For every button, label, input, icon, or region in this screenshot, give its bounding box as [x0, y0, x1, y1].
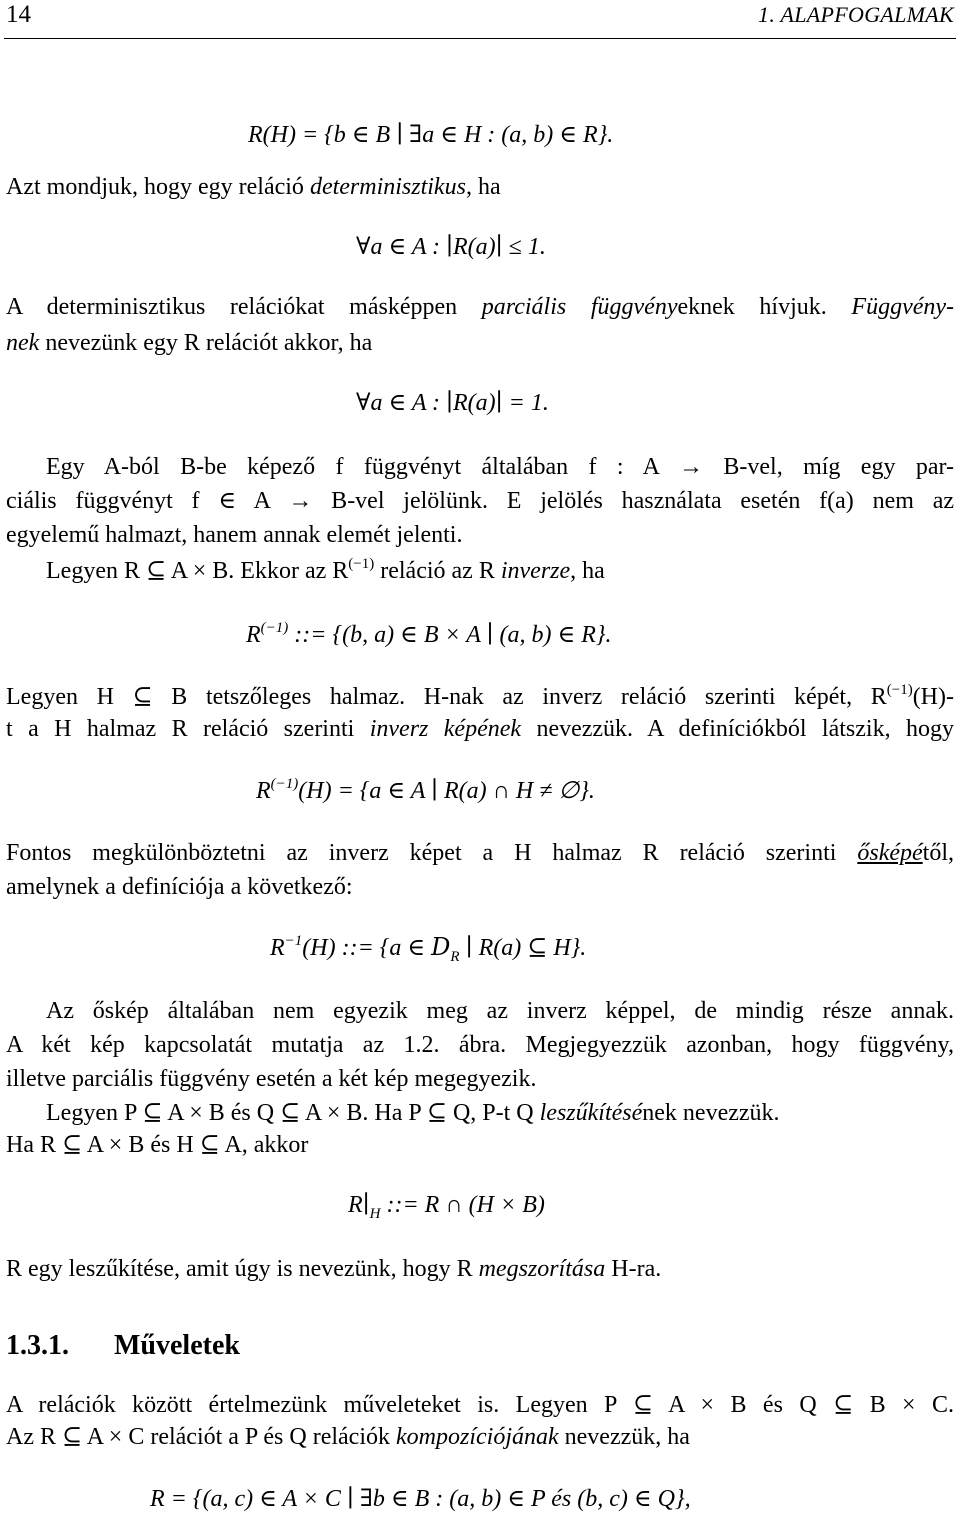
emphasis-term: kompozíciójának — [396, 1424, 559, 1450]
superscript: (−1) — [348, 556, 375, 572]
equation-deterministic: ∀a ∈ A : ∣R(a)∣ ≤ 1. — [356, 234, 546, 260]
text-span: nevezzük. A definíciókból látszik, hogy — [521, 716, 954, 742]
paragraph-line — [6, 326, 954, 360]
paragraph-line: ciális függvényt f ∈ A → B-vel jelölünk. E jelölés használata esetén f(a) nem az — [6, 488, 954, 514]
paragraph-line: amelynek a definíciója a következő: — [6, 874, 353, 900]
paragraph-line: A relációk között értelmezünk műveleteket is. Legyen P ⊆ A × B és Q ⊆ B × C. — [6, 1392, 954, 1418]
text-span: t a H halmaz R reláció szerinti — [6, 716, 370, 742]
math-expression: ∣ R(a) ⊆ H}. — [459, 935, 587, 961]
superscript: (−1) — [260, 620, 289, 636]
emphasis-term: ősképé — [857, 840, 923, 866]
text-span: Legyen P ⊆ A × B és Q ⊆ A × B. Ha P ⊆ Q, P-t Q — [46, 1100, 540, 1126]
paragraph-line — [6, 1252, 954, 1286]
text-span: Az R ⊆ A × C relációt a P és Q relációk — [6, 1424, 396, 1450]
math-expression: ::= {(b, a) ∈ B × A ∣ (a, b) ∈ R}. — [288, 622, 612, 648]
text-span: nek nevezzük. — [642, 1100, 780, 1126]
emphasis-term: inverz képének — [369, 716, 522, 742]
math-symbol: R∣ — [348, 1192, 370, 1218]
paragraph-line — [6, 712, 954, 746]
paragraph-line: Egy A-ból B-be képező f függvényt általában f : A → B-vel, míg egy par- — [46, 454, 954, 480]
text-span: Fontos megkülönböztetni az inverz képet a H halmaz R reláció szerinti — [6, 840, 858, 866]
text-span: Azt mondjuk, hogy egy reláció — [6, 174, 310, 200]
text-span: Legyen R ⊆ A × B. Ekkor az R — [46, 558, 349, 584]
math-symbol: R — [246, 622, 261, 648]
equation-composition: R = {(a, c) ∈ A × C ∣ ∃b ∈ B : (a, b) ∈ P és (b, c) ∈ Q}, — [150, 1486, 691, 1512]
math-expression: ::= R ∩ (H × B) — [380, 1192, 545, 1218]
emphasis-term: nek — [6, 330, 40, 356]
section-heading — [6, 1326, 240, 1366]
math-expression: (H) = {a ∈ A ∣ R(a) ∩ H ≠ ∅}. — [298, 778, 595, 804]
paragraph-line — [46, 1096, 954, 1130]
paragraph-line: illetve parciális függvény esetén a két kép megegyezik. — [6, 1066, 537, 1092]
paragraph-line: Ha R ⊆ A × B és H ⊆ A, akkor — [6, 1132, 309, 1158]
superscript: (−1) — [270, 776, 299, 792]
text-span: , ha — [570, 558, 605, 584]
text-span: R egy leszűkítése, amit úgy is nevezünk, hogy R — [6, 1256, 479, 1282]
text-span: , ha — [465, 174, 501, 200]
math-expression: (H) ::= {a ∈ — [302, 935, 432, 961]
superscript: −1 — [284, 933, 303, 949]
page-number: 14 — [6, 1, 31, 28]
math-symbol: D — [431, 933, 451, 961]
emphasis-term: leszűkítésé — [539, 1100, 643, 1126]
math-symbol: R — [270, 935, 285, 961]
subscript: R — [450, 949, 460, 965]
equation-preimage — [270, 930, 586, 968]
section-title: Műveletek — [114, 1330, 240, 1361]
paragraph-line — [6, 170, 954, 204]
equation-image: R(H) = {b ∈ B ∣ ∃a ∈ H : (a, b) ∈ R}. — [248, 122, 614, 148]
paragraph-line: egyelemű halmazt, hanem annak elemét jelenti. — [6, 522, 463, 548]
text-span: től, — [922, 840, 954, 866]
emphasis-term: Függvény- — [851, 294, 955, 320]
emphasis-term: parciális függvény — [481, 294, 678, 320]
paragraph-line — [6, 1420, 954, 1454]
math-symbol: R — [256, 778, 271, 804]
chapter-title: 1. ALAPFOGALMAK — [758, 2, 954, 27]
running-header — [0, 0, 960, 34]
equation-inverse-image — [256, 774, 595, 811]
text-span: reláció az R — [374, 558, 501, 584]
paragraph-line — [6, 290, 954, 324]
text-span: nevezzük, ha — [558, 1424, 690, 1450]
text-span: eknek hívjuk. — [677, 294, 852, 320]
text-span: nevezünk egy R relációt akkor, ha — [39, 330, 373, 356]
equation-inverse — [246, 618, 611, 655]
equation-restriction — [348, 1188, 545, 1225]
paragraph-line: A két kép kapcsolatát mutatja az 1.2. ábra. Megjegyezzük azonban, hogy függvény, — [6, 1032, 954, 1058]
paragraph-line: Az őskép általában nem egyezik meg az inverz képpel, de mindig része annak. — [46, 998, 954, 1024]
emphasis-term: determinisztikus — [309, 174, 466, 200]
header-rule — [4, 38, 956, 39]
emphasis-term: megszorítása — [478, 1256, 606, 1282]
equation-function: ∀a ∈ A : ∣R(a)∣ = 1. — [356, 390, 549, 416]
subscript: H — [369, 1206, 381, 1222]
paragraph-line — [6, 836, 954, 870]
text-span: (H)- — [912, 684, 954, 710]
section-number: 1.3.1. — [6, 1330, 69, 1361]
paragraph-line — [46, 554, 954, 591]
text-span: H-ra. — [605, 1256, 662, 1282]
emphasis-term: inverze — [500, 558, 571, 584]
superscript: (−1) — [886, 682, 913, 698]
text-span: A determinisztikus relációkat másképpen — [6, 294, 482, 320]
text-span: Legyen H ⊆ B tetszőleges halmaz. H-nak az inverz reláció szerinti képét, R — [6, 684, 887, 710]
